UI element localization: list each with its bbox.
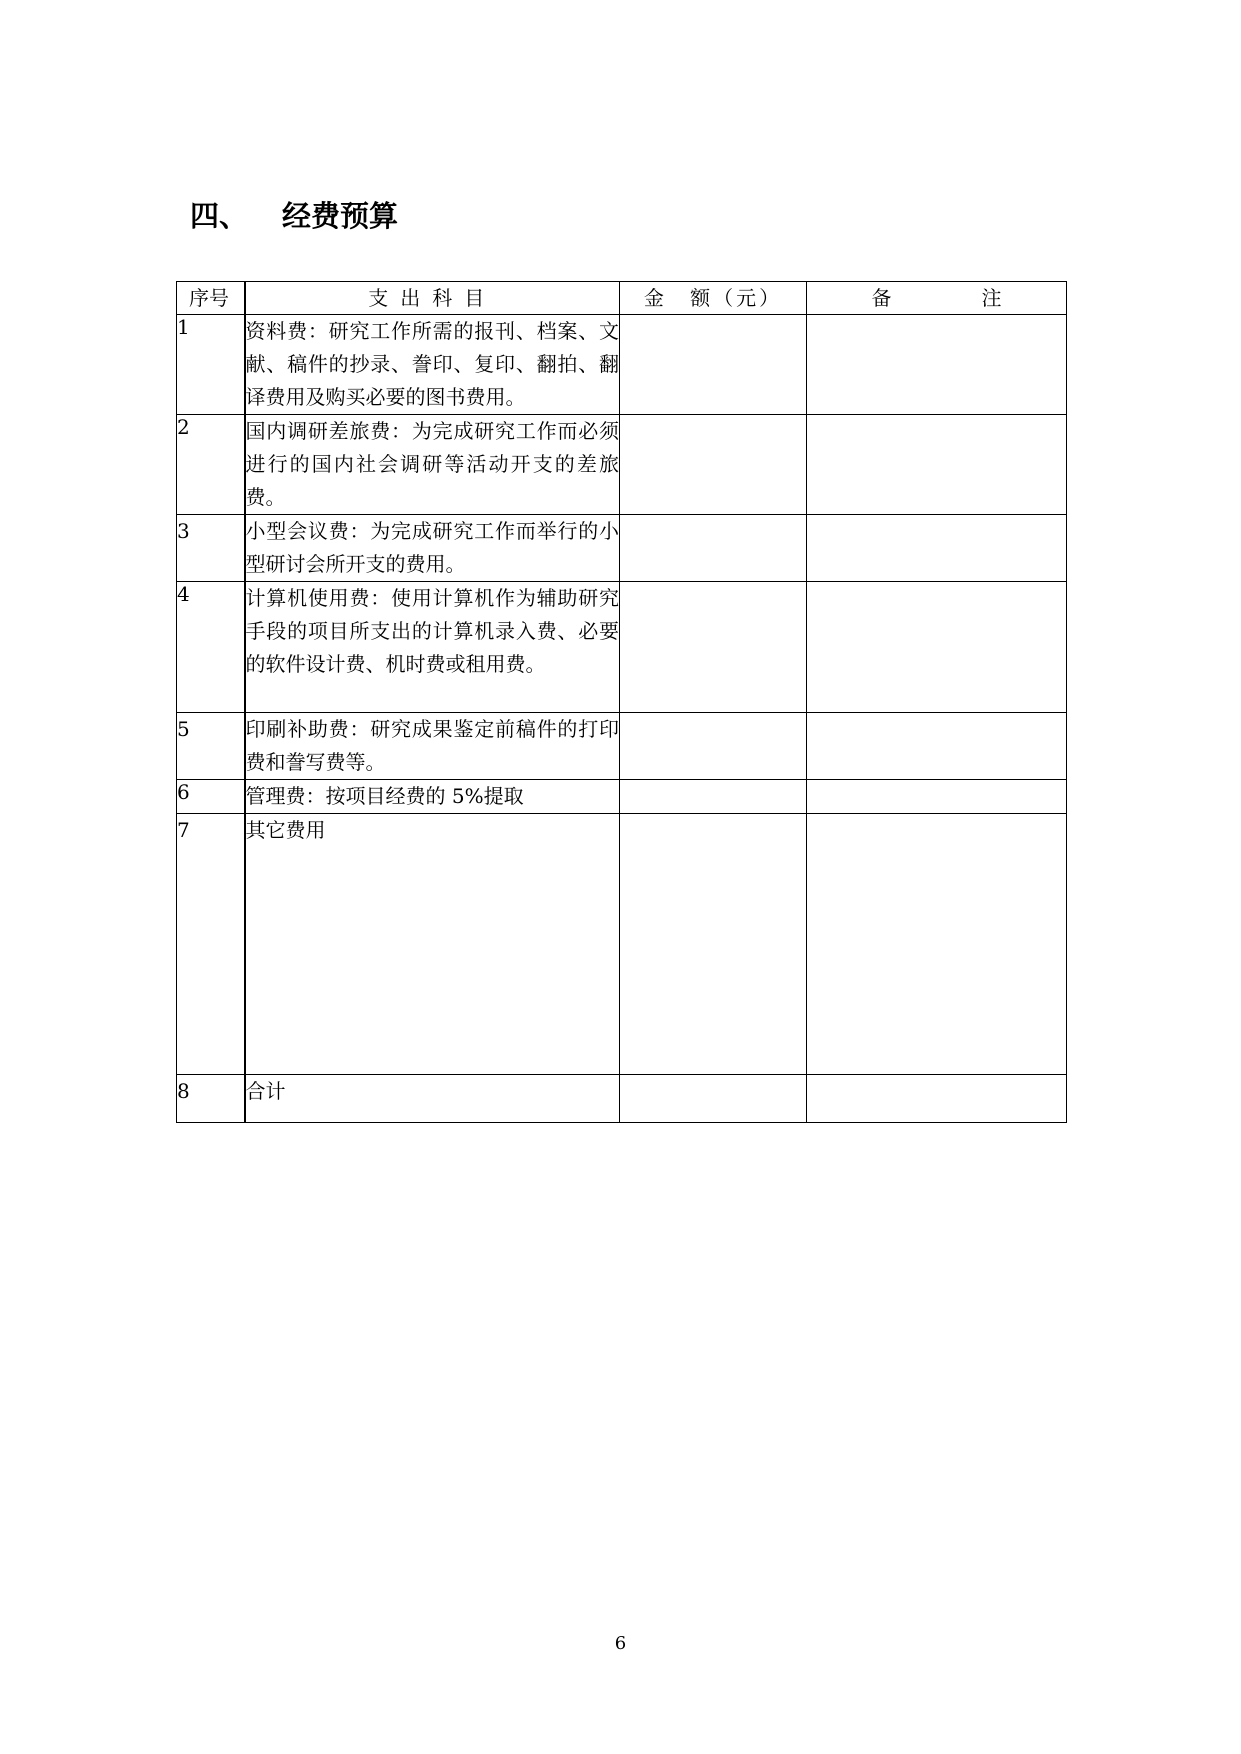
row-amount[interactable] [620,415,807,515]
row-item: 计算机使用费：使用计算机作为辅助研究手段的项目所支出的计算机录入费、必要的软件设计费、机时费或租用费。 [245,582,620,713]
row-amount[interactable] [620,780,807,814]
section-title: 经费预算 [282,199,399,233]
header-seq: 序号 [177,282,245,315]
row-seq: 6 [177,780,245,814]
row-item: 小型会议费：为完成研究工作而举行的小型研讨会所开支的费用。 [245,515,620,582]
row-amount[interactable] [620,713,807,780]
page-number: 6 [614,1633,627,1654]
section-number: 四、 [190,199,249,233]
table-row [177,814,1067,1075]
table-row [177,1075,1067,1123]
row-amount[interactable] [620,814,807,1075]
table-row [177,582,1067,713]
row-seq: 5 [177,713,245,780]
header-note-part-1: 备 [871,286,892,310]
row-seq: 7 [177,814,245,1075]
row-note[interactable] [807,1075,1067,1123]
row-seq: 4 [177,582,245,713]
row-item: 合计 [245,1075,620,1123]
row-seq: 2 [177,415,245,515]
row-item: 国内调研差旅费：为完成研究工作而必须进行的国内社会调研等活动开支的差旅费。 [245,415,620,515]
row-item: 资料费：研究工作所需的报刊、档案、文献、稿件的抄录、誊印、复印、翻拍、翻译费用及购买必要的图书费用。 [245,315,620,415]
table-header-row [177,282,1067,315]
header-note-part-2: 注 [981,286,1002,310]
row-amount[interactable] [620,1075,807,1123]
header-item: 支出科目 [245,282,620,315]
header-note [807,282,1067,315]
row-note[interactable] [807,515,1067,582]
row-note[interactable] [807,713,1067,780]
table-row [177,713,1067,780]
row-amount[interactable] [620,315,807,415]
header-amount: 金 额（元） [620,282,807,315]
table-row [177,315,1067,415]
row-note[interactable] [807,415,1067,515]
row-note[interactable] [807,814,1067,1075]
row-note[interactable] [807,780,1067,814]
row-seq: 3 [177,515,245,582]
row-item: 印刷补助费：研究成果鉴定前稿件的打印费和誊写费等。 [245,713,620,780]
row-seq: 8 [177,1075,245,1123]
budget-table [176,281,1067,1123]
row-note[interactable] [807,582,1067,713]
table-row [177,415,1067,515]
table-row [177,515,1067,582]
row-amount[interactable] [620,582,807,713]
row-amount[interactable] [620,515,807,582]
row-seq: 1 [177,315,245,415]
row-item: 管理费：按项目经费的 5%提取 [245,780,620,814]
table-row [177,780,1067,814]
row-note[interactable] [807,315,1067,415]
section-heading [190,196,398,236]
row-item: 其它费用 [245,814,620,1075]
